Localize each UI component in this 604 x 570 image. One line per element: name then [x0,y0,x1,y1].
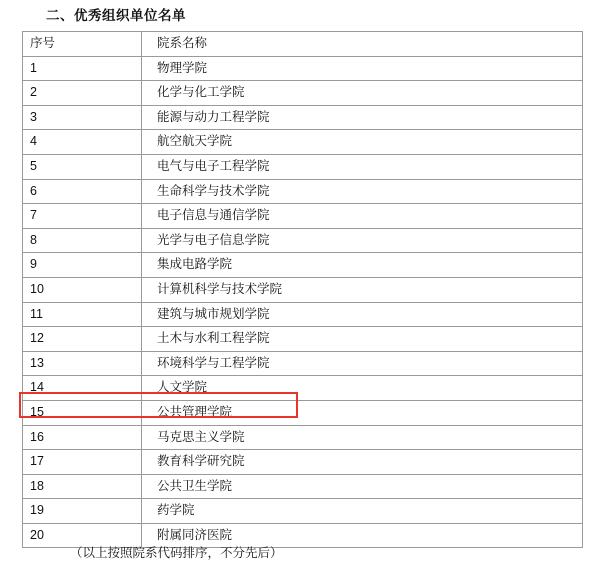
row-name: 光学与电子信息学院 [142,228,583,253]
table-row [23,450,583,475]
organization-list-table-wrapper [22,31,582,548]
table-body [23,32,583,548]
table-row [23,351,583,376]
row-no: 16 [23,425,142,450]
row-no: 11 [23,302,142,327]
table-header-row [23,32,583,57]
row-no: 18 [23,474,142,499]
row-name: 建筑与城市规划学院 [142,302,583,327]
row-name: 附属同济医院 [142,523,583,548]
row-no: 10 [23,277,142,302]
column-header-no: 序号 [23,32,142,57]
row-name: 教育科学研究院 [142,450,583,475]
row-no: 12 [23,327,142,352]
row-name: 人文学院 [142,376,583,401]
table-row [23,499,583,524]
row-no: 2 [23,81,142,106]
footnote: （以上按照院系代码排序，不分先后） [70,546,283,560]
row-no: 9 [23,253,142,278]
row-no: 20 [23,523,142,548]
row-name: 电子信息与通信学院 [142,204,583,229]
table-row-highlighted [23,400,583,425]
row-name: 公共管理学院 [142,400,583,425]
row-name: 药学院 [142,499,583,524]
row-name: 马克思主义学院 [142,425,583,450]
table-row [23,327,583,352]
row-name: 计算机科学与技术学院 [142,277,583,302]
row-name: 航空航天学院 [142,130,583,155]
table-row [23,474,583,499]
row-no: 14 [23,376,142,401]
row-no: 15 [23,400,142,425]
table-row [23,56,583,81]
row-name: 集成电路学院 [142,253,583,278]
row-no: 6 [23,179,142,204]
row-no: 3 [23,105,142,130]
table-row [23,302,583,327]
table-row [23,204,583,229]
row-name: 物理学院 [142,56,583,81]
table-row [23,179,583,204]
table-row [23,376,583,401]
table-row [23,425,583,450]
table-row [23,228,583,253]
row-name: 生命科学与技术学院 [142,179,583,204]
organization-list-table [22,31,583,548]
table-row [23,253,583,278]
row-name: 能源与动力工程学院 [142,105,583,130]
row-no: 4 [23,130,142,155]
row-no: 19 [23,499,142,524]
row-no: 17 [23,450,142,475]
row-name: 化学与化工学院 [142,81,583,106]
table-row [23,130,583,155]
column-header-name: 院系名称 [142,32,583,57]
row-name: 公共卫生学院 [142,474,583,499]
row-name: 土木与水利工程学院 [142,327,583,352]
table-row [23,81,583,106]
row-no: 13 [23,351,142,376]
row-no: 1 [23,56,142,81]
row-no: 7 [23,204,142,229]
section-heading: 二、优秀组织单位名单 [46,8,186,23]
row-name: 电气与电子工程学院 [142,154,583,179]
table-row [23,277,583,302]
row-no: 8 [23,228,142,253]
row-name: 环境科学与工程学院 [142,351,583,376]
row-no: 5 [23,154,142,179]
table-row [23,105,583,130]
table-row [23,154,583,179]
